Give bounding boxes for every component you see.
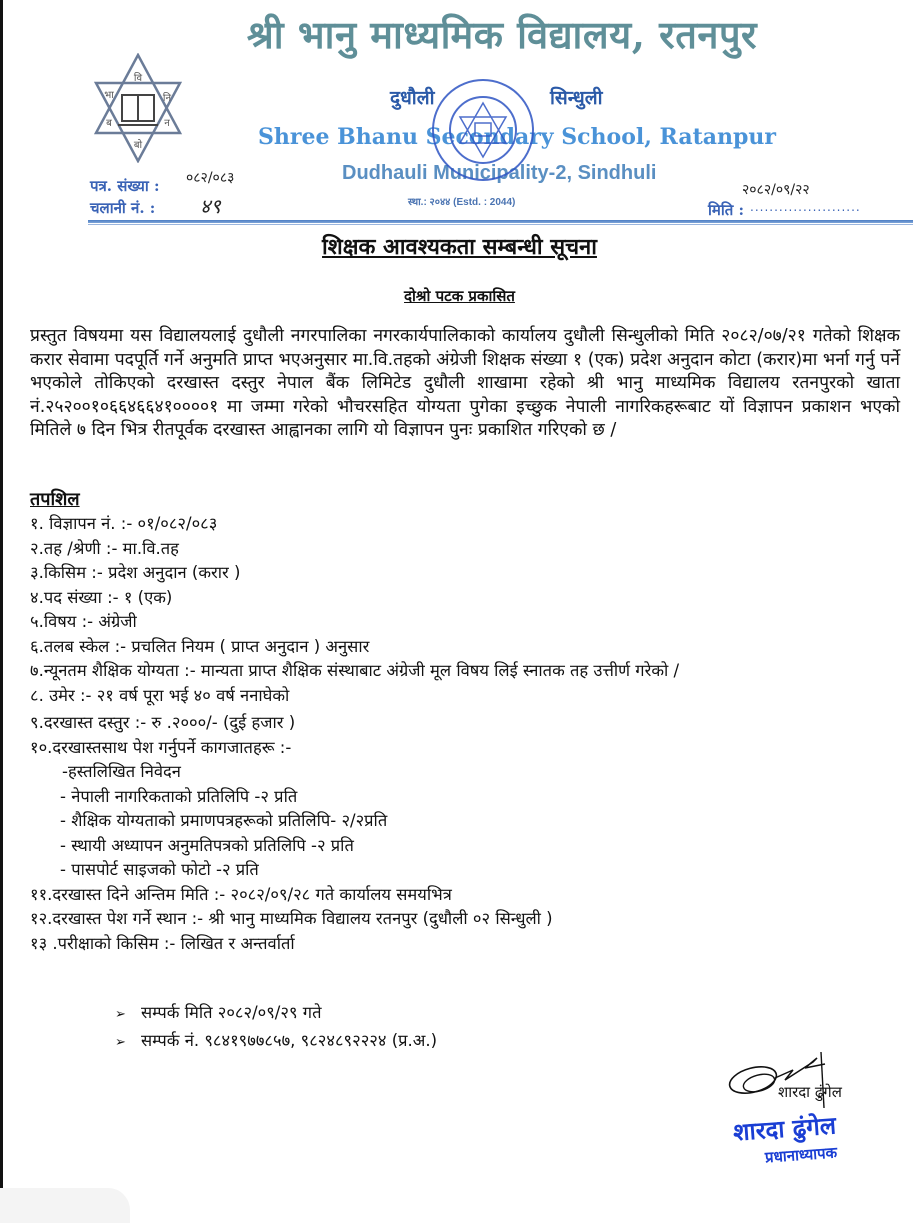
details-heading: तपशिल: [30, 489, 80, 510]
arrow-bullet-icon: ➢: [115, 1007, 126, 1022]
school-name-english: Shree Bhanu Secondary School, Ratanpur: [258, 124, 776, 150]
detail-item: ९.दरखास्त दस्तुर :- रु .२०००/- (दुई हजार ): [30, 713, 296, 732]
notice-subtitle-text: दोश्रो पटक प्रकासित: [404, 287, 515, 305]
detail-item: ८. उमेर :- २१ वर्ष पूरा भई ४० वर्ष ननाघेको: [30, 685, 290, 705]
school-emblem-logo: [88, 53, 188, 163]
detail-item: १३ .परीक्षाको किसिम :- लिखित र अन्तर्वार्ता: [30, 933, 295, 953]
emblem-letter: नि: [162, 93, 172, 104]
detail-item: ६.तलब स्केल :- प्रचलित नियम ( प्राप्त अनुदान ) अनुसार: [30, 636, 370, 656]
notice-title: [0, 231, 919, 261]
contact-phone: सम्पर्क नं. ९८४१९७७८५७, ९८२४८९२२२४ (प्र.अ.): [141, 1030, 438, 1050]
document-item: - पासपोर्ट साइजको फोटो -२ प्रति: [60, 860, 259, 879]
page-edge: [0, 0, 3, 1190]
detail-item: ७.न्यूनतम शैक्षिक योग्यता :- मान्यता प्राप्त शैक्षिक संस्थाबाट अंग्रेजी मूल विषय लिई स्नातक तह उत्तीर्ण गरेको /: [30, 661, 680, 680]
school-seal-stamp: [428, 75, 538, 185]
address-nepali-municipality: दुधौली: [390, 87, 435, 109]
detail-item: १. विज्ञापन नं. :- ०१/०८२/०८३: [30, 514, 218, 533]
document-item: -हस्तलिखित निवेदन: [62, 762, 181, 781]
emblem-letter: वि: [133, 73, 143, 84]
contact-date: सम्पर्क मिति २०८२/०९/२९ गते: [141, 1003, 322, 1022]
address-english: Dudhauli Municipality-2, Sindhuli: [342, 162, 657, 184]
detail-item: ४.पद संख्या :- १ (एक): [30, 587, 173, 607]
detail-item: ५.विषय :- अंग्रेजी: [30, 612, 137, 631]
emblem-letter: न: [164, 118, 170, 129]
emblem-letter: ब: [106, 118, 112, 129]
details-list: [30, 512, 910, 956]
emblem-letter: बो: [133, 140, 143, 151]
notice-subtitle: [0, 286, 919, 306]
document-item: - नेपाली नागरिकताको प्रतिलिपि -२ प्रति: [60, 786, 298, 806]
scan-shadow: [0, 1188, 130, 1223]
required-documents-list: [30, 760, 910, 883]
date-label: मिति :: [708, 201, 745, 219]
arrow-bullet-icon: ➢: [115, 1034, 126, 1050]
detail-item: ३.किसिम :- प्रदेश अनुदान (करार ): [30, 563, 241, 582]
address-nepali-district: सिन्धुली: [550, 87, 603, 109]
detail-item: १२.दरखास्त पेश गर्ने स्थान :- श्री भानु माध्यमिक विद्यालय रतनपुर (दुधौली ०२ सिन्धुली ): [30, 909, 553, 928]
school-name-nepali: श्री भानु माध्यमिक विद्यालय, रतनपुर: [246, 12, 758, 57]
signatory-stamp-title: प्रधानाध्यापक: [764, 1143, 838, 1167]
patra-sankhya-value: ०८२/०८३: [186, 170, 235, 186]
contact-list: [115, 1000, 437, 1055]
notice-title-text: शिक्षक आवश्यकता सम्बन्धी सूचना: [322, 235, 597, 260]
detail-item: २.तह /श्रेणी :- मा.वि.तह: [30, 538, 179, 558]
date-value: २०८२/०९/२२: [742, 182, 810, 198]
contact-item: [115, 1000, 437, 1028]
emblem-letter: भा: [104, 90, 114, 101]
detail-item: १०.दरखास्तसाथ पेश गर्नुपर्ने कागजातहरू :-: [30, 737, 292, 757]
notice-body-paragraph: प्रस्तुत विषयमा यस विद्यालयलाई दुधौली नगरपालिका नगरकार्यपालिकाको कार्यालय दुधौली सिन्धुलीको मिति २०८२/०७/२१ गतेको शिक्षक करार सेवामा पदपूर्ति गर्ने अनुमति प्राप्त भएअनुसार मा.वि.तहको अंग्रेजी शिक्षक संख्या १ (एक) प्रदेश अनुदान कोटा (करार)मा भर्ना गर्नु पर्ने भएकोले तोकिएको दरखास्त दस्तुर नेपाल बैंक लिमिटेड दुधौली शाखामा रहेको श्री भानु माध्यमिक विद्यालय रतनपुरको खाता नं.२५२००१०६६४६६४१००००१ मा जम्मा गरेको भौचरसहित योग्यता पुगेका इच्छुक नेपाली नागरिकहरूबाट यों विज्ञापन प्रकाशन भएको मितिले ७ दिन भित्र रीतपूर्वक दरखास्त आह्वानका लागि यो विज्ञापन पुनः प्रकाशित गरिएको छ /: [30, 326, 900, 440]
established-year: स्था.: २०४४ (Estd. : 2044): [408, 197, 516, 208]
header-divider-thin: [88, 224, 913, 225]
document-item: - स्थायी अध्यापन अनुमतिपत्रको प्रतिलिपि -२ प्रति: [60, 835, 354, 855]
contact-item: [115, 1028, 437, 1056]
header-divider: [88, 220, 913, 223]
date-dotted-line: .......................: [750, 200, 861, 214]
chalani-value: ४९: [200, 194, 221, 218]
signatory-handwritten-name: शारदा ढुंगेल: [778, 1083, 842, 1101]
document-item: - शैक्षिक योग्यताको प्रमाणपत्रहरूको प्रतिलिपि- २/२प्रति: [60, 811, 388, 830]
signatory-stamp-name: शारदा ढुंगेल: [732, 1110, 837, 1147]
detail-item: ११.दरखास्त दिने अन्तिम मिति :- २०८२/०९/२८ गते कार्यालय समयभित्र: [30, 884, 452, 904]
chalani-label: चलानी नं. :: [90, 199, 156, 217]
patra-sankhya-label: पत्र. संख्या :: [90, 177, 160, 195]
